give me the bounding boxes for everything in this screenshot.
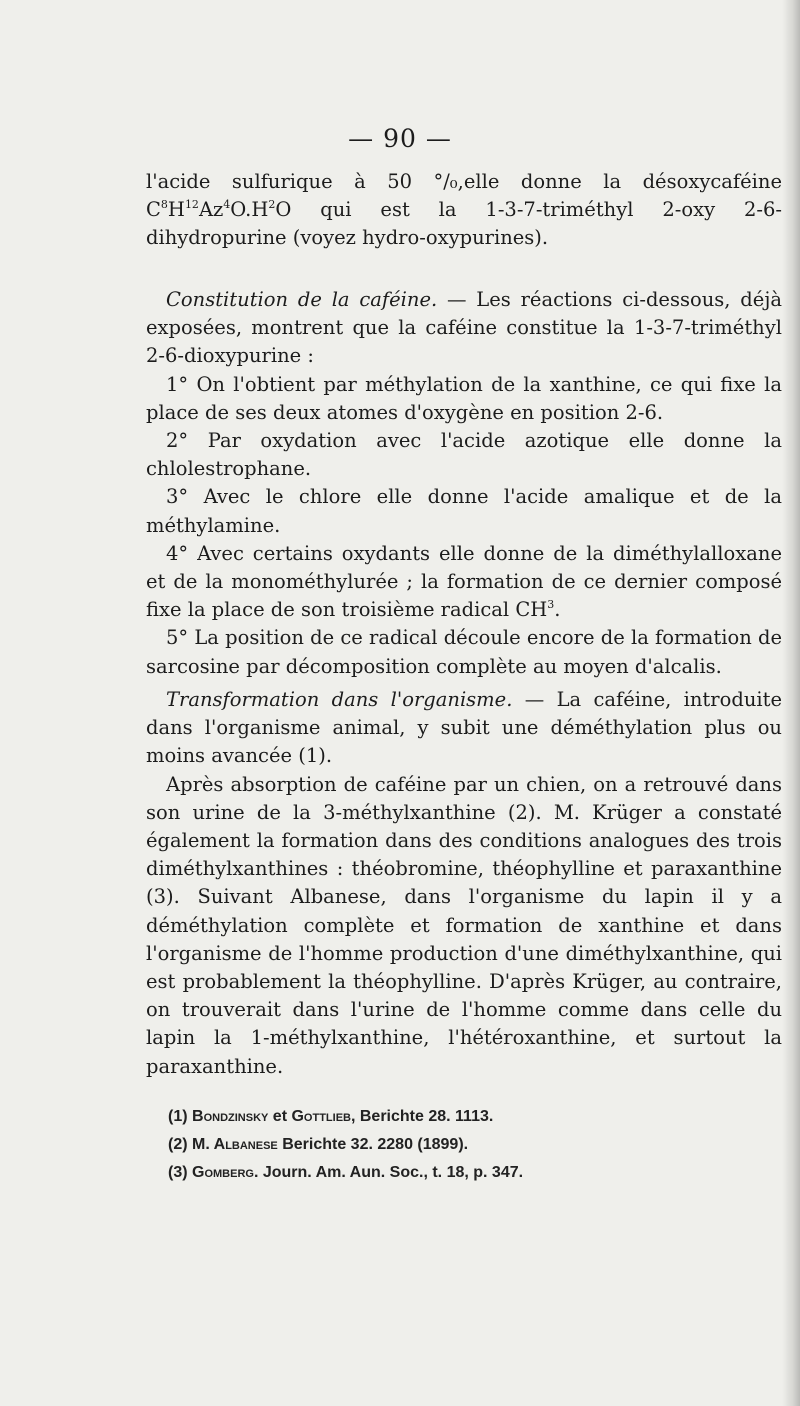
page-number: — 90 — bbox=[348, 124, 452, 153]
constitution-item-2: 2° Par oxydation avec l'acide azotique elle donne la chlolestrophane. bbox=[146, 429, 782, 481]
constitution-item-5: 5° La position de ce radical découle encore de la formation de sarcosine par décomposition complète au moyen d'alcalis. bbox=[146, 626, 783, 678]
footnotes bbox=[168, 1103, 728, 1187]
page-edge-shadow bbox=[782, 0, 800, 1406]
constitution-item-3: 3° Avec le chlore elle donne l'acide amalique et de la méthylamine. bbox=[146, 485, 782, 537]
footnote-3: (3) Gomberg. Journ. Am. Aun. Soc., t. 18, p. 347. bbox=[168, 1164, 524, 1181]
intro-paragraph: l'acide sulfurique à 50 °/₀,elle donne la désoxycaféine $C^8H^{12}Az^4O.H^2O$ qui est la 1-3-7-triméthyl 2-oxy 2-6-dihydropurine (voyez hydro-oxypurines). bbox=[146, 170, 782, 250]
transformation-heading: Transformation dans l'organisme. bbox=[166, 688, 513, 711]
footnote-1: (1) Bondzinsky et Gottlieb, Berichte 28. 1113. bbox=[168, 1108, 494, 1125]
constitution-item-1: 1° On l'obtient par méthylation de la xanthine, ce qui fixe la place de ses deux atomes d'oxygène en position 2-6. bbox=[146, 372, 782, 424]
transformation-paragraph: Après absorption de caféine par un chien, on a retrouvé dans son urine de la 3-méthylxanthine (2). M. Krüger a constaté également la formation dans des conditions analogues des trois diméthylxanthines : théobromine, théophylline et paraxanthine (3). Suivant Albanese, dans l'organisme du lapin il y a déméthylation complète et formation de xanthine et dans l'organisme de l'homme production d'une diméthylxanthine, qui est probablement la théophylline. D'après Krüger, au contraire, on trouverait dans l'urine de l'homme comme dans celle du lapin la 1-méthylxanthine, l'hétéroxanthine, et surtout la paraxanthine. bbox=[146, 772, 782, 1078]
transformation-section: Transformation dans l'organisme. — La caféine, introduite dans l'organisme animal, y subit une déméthylation plus ou moins avancée (1). Après absorption de caféine par un chien, on a retrouvé dans son urine de la 3-méthylxanthine (2). M. Krüger a constaté également la formation dans des conditions analogues des trois diméthylxanthines : théobromine, théophylline et paraxanthine (3). Suivant Albanese, dans l'organisme du lapin il y a déméthylation complète et formation de xanthine et dans l'organisme de l'homme production d'une diméthylxanthine, qui est probablement la théophylline. D'après Krüger, au contraire, on trouverait dans l'urine de l'homme comme dans celle du lapin la 1-méthylxanthine, l'hétéroxanthine, et surtout la paraxanthine. bbox=[146, 686, 782, 1081]
constitution-item-4: 4° Avec certains oxydants elle donne de la diméthylalloxane et de la monométhylurée ; la formation de ce dernier composé fixe la place de son troisième radical $CH^3$. bbox=[146, 541, 782, 622]
constitution-section: Constitution de la caféine. — Les réactions ci-dessous, déjà exposées, montrent que la caféine constitue la 1-3-7-triméthyl 2-6-dioxypurine : 1° On l'obtient par méthylation de la xanthine, ce qui fixe la place de ses deux atomes d'oxygène en position 2-6. 2° Par oxydation avec l'acide azotique elle donne la chlolestrophane. 3° Avec le chlore elle donne l'acide amalique et de la méthylamine. 4° Avec certains oxydants elle donne de la diméthylalloxane et de la monométhylurée ; la formation de ce dernier composé fixe la place de son troisième radical $CH^3$. 5° La position de ce radical découle encore de la formation de sarcosine par décomposition complète au moyen d'alcalis. bbox=[146, 286, 782, 681]
constitution-heading: Constitution de la caféine. bbox=[166, 288, 438, 311]
footnote-2: (2) M. Albanese Berichte 32. 2280 (1899). bbox=[168, 1136, 469, 1153]
